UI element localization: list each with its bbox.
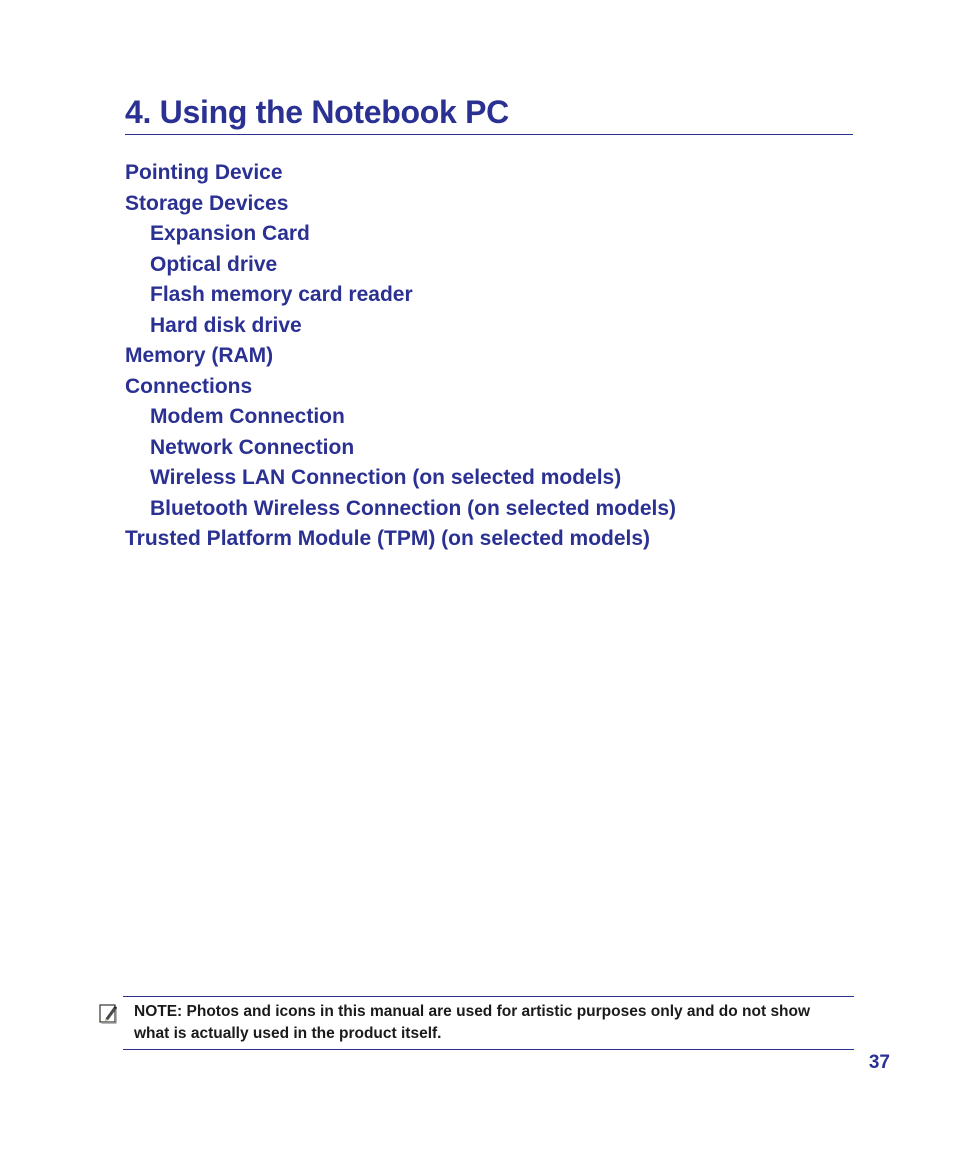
title-divider bbox=[125, 134, 853, 135]
subsection-item-bluetooth: Bluetooth Wireless Connection (on selected models) bbox=[150, 496, 677, 520]
section-item-memory: Memory (RAM) bbox=[125, 344, 274, 367]
page-number: 37 bbox=[868, 1052, 890, 1073]
note-pencil-icon bbox=[98, 1001, 120, 1025]
subsection-item-modem-connection: Modem Connection bbox=[150, 405, 345, 428]
subsection-item-expansion-card: Expansion Card bbox=[150, 222, 310, 245]
note-box bbox=[123, 996, 854, 1050]
note-text: NOTE: Photos and icons in this manual are used for artistic purposes only and do not show what is actually used in the product itself. bbox=[134, 1003, 811, 1042]
chapter-title: 4. Using the Notebook PC bbox=[125, 94, 509, 130]
subsection-item-hard-disk-drive: Hard disk drive bbox=[150, 313, 302, 337]
section-item-pointing-device: Pointing Device bbox=[125, 161, 283, 184]
section-item-storage-devices: Storage Devices bbox=[125, 191, 289, 215]
subsection-item-wireless-lan: Wireless LAN Connection (on selected models) bbox=[150, 466, 622, 489]
subsection-item-flash-memory-card-reader: Flash memory card reader bbox=[150, 283, 413, 306]
subsection-item-network-connection: Network Connection bbox=[150, 435, 355, 459]
section-item-tpm: Trusted Platform Module (TPM) (on selected models) bbox=[125, 527, 651, 550]
section-list bbox=[125, 157, 676, 554]
subsection-item-optical-drive: Optical drive bbox=[150, 252, 278, 276]
section-item-connections: Connections bbox=[125, 374, 253, 398]
